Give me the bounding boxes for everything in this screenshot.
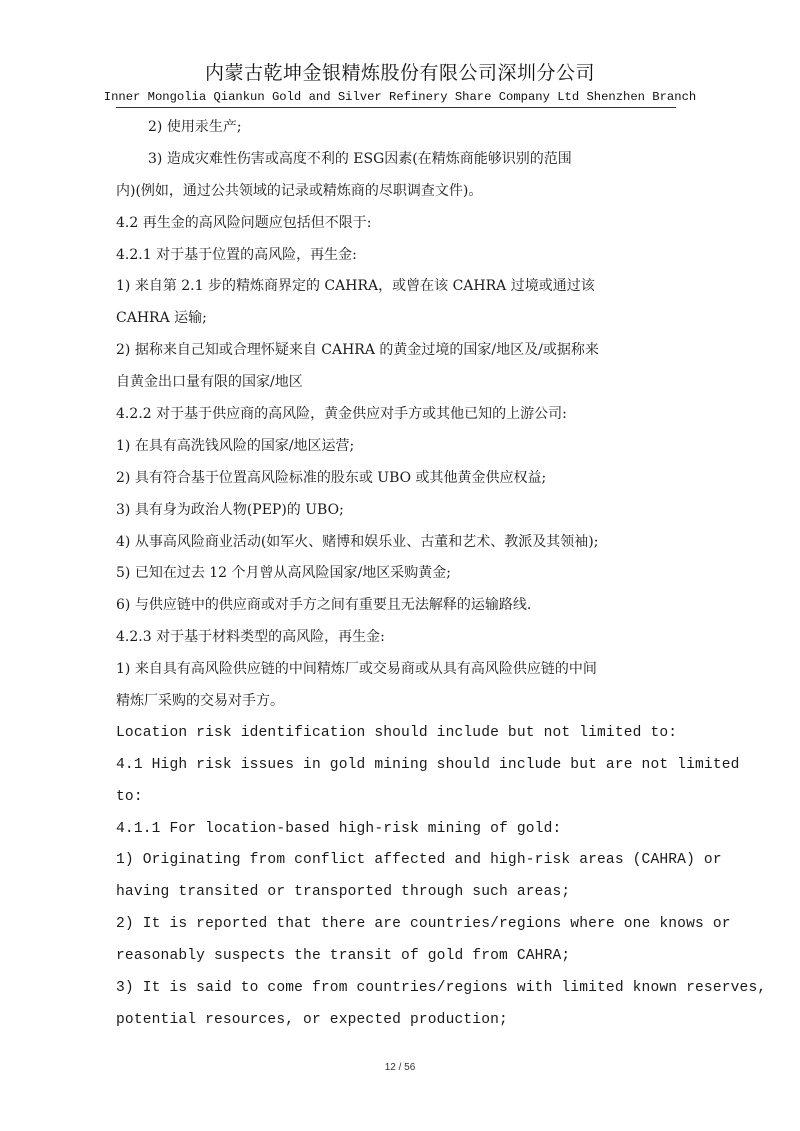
paragraph-line: CAHRA 运输;: [116, 310, 207, 327]
paragraph-line: 1) 在具有高洗钱风险的国家/地区运营;: [116, 437, 355, 454]
section-heading: 4.2 再生金的高风险问题应包括但不限于:: [116, 214, 372, 231]
section-heading: to:: [116, 788, 143, 805]
paragraph-line: 3) 造成灾难性伤害或高度不利的 ESG因素(在精炼商能够识别的范围: [148, 150, 572, 167]
paragraph-line: 2) It is reported that there are countries/regions where one knows or: [116, 916, 731, 933]
paragraph-line: reasonably suspects the transit of gold from CAHRA;: [116, 948, 571, 965]
paragraph-line: 自黄金出口量有限的国家/地区: [116, 374, 303, 391]
paragraph-line: 6) 与供应链中的供应商或对手方之间有重要且无法解释的运输路线.: [116, 597, 532, 614]
paragraph-line: 精炼厂采购的交易对手方。: [116, 693, 284, 710]
paragraph-line: 3) It is said to come from countries/regions with limited known reserves,: [116, 980, 767, 997]
section-heading: 4.1.1 For location-based high-risk mining of gold:: [116, 820, 562, 837]
company-title-english: Inner Mongolia Qiankun Gold and Silver Refinery Share Company Ltd Shenzhen Branch: [103, 90, 697, 104]
page-header: [0, 60, 800, 106]
paragraph-line: 2) 据称来自己知或合理怀疑来自 CAHRA 的黄金过境的国家/地区及/或据称来: [116, 342, 599, 359]
paragraph-line: 1) 来自第 2.1 步的精炼商界定的 CAHRA，或曾在该 CAHRA 过境或通过该: [116, 278, 595, 295]
company-title-chinese: 内蒙古乾坤金银精炼股份有限公司深圳分公司: [204, 62, 595, 84]
paragraph-line: 内)(例如，通过公共领域的记录或精炼商的尽职调查文件)。: [116, 182, 483, 199]
page-number: 12 / 56: [384, 1062, 416, 1073]
paragraph-line: having transited or transported through such areas;: [116, 884, 571, 901]
paragraph-line: 2) 具有符合基于位置高风险标准的股东或 UBO 或其他黄金供应权益;: [116, 469, 547, 486]
paragraph-line: 5) 已知在过去 12 个月曾从高风险国家/地区采购黄金;: [116, 565, 451, 582]
paragraph-line: 1) Originating from conflict affected and high-risk areas (CAHRA) or: [116, 852, 722, 869]
section-heading: 4.2.1 对于基于位置的高风险，再生金:: [116, 246, 357, 263]
section-heading: 4.1 High risk issues in gold mining should include but are not limited: [116, 756, 740, 773]
header-divider: [116, 107, 676, 108]
paragraph-line: 1) 来自具有高风险供应链的中间精炼厂或交易商或从具有高风险供应链的中间: [116, 661, 597, 678]
paragraph-line: potential resources, or expected production;: [116, 1011, 508, 1028]
paragraph-line: 2) 使用汞生产;: [148, 119, 242, 135]
section-heading: 4.2.3 对于基于材料类型的高风险，再生金:: [116, 629, 385, 646]
paragraph-line: Location risk identification should include but not limited to:: [116, 724, 678, 741]
document-body: [116, 112, 767, 1037]
paragraph-line: 3) 具有身为政治人物(PEP)的 UBO;: [116, 501, 344, 518]
section-heading: 4.2.2 对于基于供应商的高风险，黄金供应对手方或其他已知的上游公司:: [116, 406, 567, 423]
paragraph-line: 4) 从事高风险商业活动(如军火、赌博和娱乐业、古董和艺术、教派及其领袖);: [116, 533, 599, 550]
